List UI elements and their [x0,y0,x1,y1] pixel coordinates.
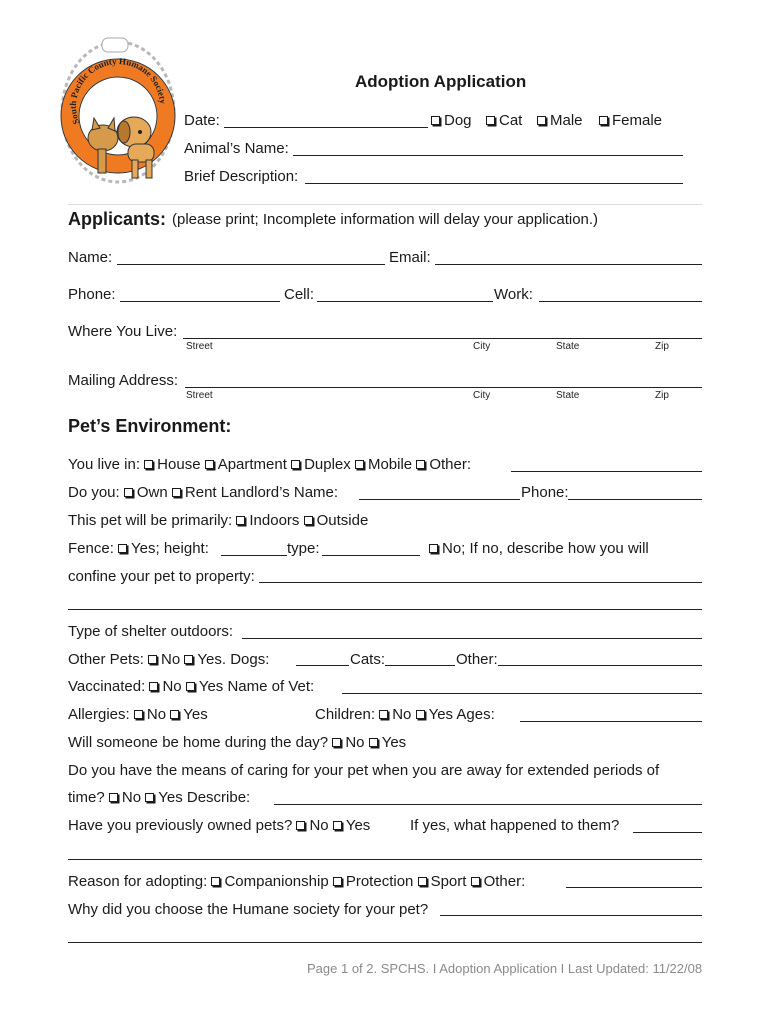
home-no-label: No [345,734,365,751]
apartment-checkbox[interactable] [205,460,214,469]
other-pets-row [68,651,269,669]
indoors-label: Indoors [249,512,300,529]
zip-caption: Zip [655,390,669,401]
other-pets-label: Other Pets: [68,651,144,668]
home-no-checkbox[interactable] [332,738,341,747]
mailing-address-field[interactable] [185,387,702,388]
male-label: Male [550,112,583,129]
section-divider [68,204,702,205]
describe-label: Describe: [186,789,251,806]
vaccinated-label: Vaccinated: [68,678,146,695]
fence-if-no-text: If no, describe how you will [469,540,649,557]
rent-checkbox[interactable] [172,488,181,497]
vaccinated-yes-checkbox[interactable] [186,682,195,691]
protection-label: Protection [345,873,414,890]
street-caption: Street [186,390,213,401]
owned-no-label: No [309,817,329,834]
applicants-heading: Applicants: [68,209,167,229]
ages-field[interactable] [520,721,702,722]
cats-label: Cats: [350,651,386,668]
state-caption: State [556,390,580,401]
other-pets-yes-label: Yes. [197,651,227,668]
brief-description-label: Brief Description: [184,168,299,185]
time-row [68,789,250,807]
companionship-checkbox[interactable] [211,877,220,886]
other-residence-label: Other: [429,456,471,473]
where-you-live-label: Where You Live: [68,323,178,340]
pets-environment-heading: Pet’s Environment: [68,416,232,436]
vet-name-label: Name of Vet: [227,678,315,695]
outside-label: Outside [316,512,369,529]
children-no-label: No [392,706,412,723]
owned-no-checkbox[interactable] [296,821,305,830]
city-caption: City [473,390,491,401]
indoors-checkbox[interactable] [236,516,245,525]
vet-name-field[interactable] [342,693,702,694]
svg-text:South Pacific County Humane So: South Pacific County Humane Society [67,56,168,126]
dog-option[interactable] [431,112,472,130]
mobile-checkbox[interactable] [355,460,364,469]
dogs-label: Dogs: [230,651,270,668]
name-field[interactable] [117,264,385,265]
sport-checkbox[interactable] [418,877,427,886]
vaccinated-no-checkbox[interactable] [149,682,158,691]
brief-description-field[interactable] [305,183,683,184]
animal-name-field[interactable] [293,155,683,156]
companionship-label: Companionship [224,873,329,890]
owned-yes-label: Yes [345,817,371,834]
house-label: House [157,456,201,473]
date-label: Date: [184,112,220,129]
you-live-in-label: You live in: [68,456,140,473]
other-pets-no-label: No [161,651,181,668]
own-checkbox[interactable] [124,488,133,497]
date-field[interactable] [224,127,428,128]
confine-field[interactable] [259,582,702,583]
other-residence-checkbox[interactable] [416,460,425,469]
reason-other-checkbox[interactable] [471,877,480,886]
time-yes-label: Yes [158,789,183,806]
landlord-phone-label: Phone: [521,484,569,501]
dog-label: Dog [444,112,472,129]
shelter-label: Type of shelter outdoors: [68,623,234,640]
time-label: time? [68,789,105,806]
fence-no-group [429,540,649,558]
state-caption: State [556,341,580,352]
city-caption: City [473,341,491,352]
if-yes-field[interactable] [633,832,702,833]
you-live-in-row [68,456,471,474]
street-caption: Street [186,341,213,352]
house-checkbox[interactable] [144,460,153,469]
owned-yes-checkbox[interactable] [333,821,342,830]
female-label: Female [612,112,663,129]
children-label: Children: [315,706,376,723]
time-no-checkbox[interactable] [109,793,118,802]
why-humane-society-field[interactable] [440,915,702,916]
vaccinated-no-label: No [162,678,182,695]
fence-yes-label: Yes; [131,540,160,557]
work-field[interactable] [539,301,702,302]
children-yes-label: Yes [428,706,454,723]
cell-field[interactable] [317,301,493,302]
vaccinated-row [68,678,314,696]
page-title: Adoption Application [355,72,527,91]
fence-height-label: height: [163,540,209,557]
fence-no-label: No; [442,540,466,557]
phone-label: Phone: [68,286,116,303]
rent-label: Rent [184,484,217,501]
primarily-label: This pet will be primarily: [68,512,233,529]
name-label: Name: [68,249,113,266]
ages-label: Ages: [456,706,495,723]
email-field[interactable] [435,264,702,265]
reason-other-field[interactable] [566,887,702,888]
email-label: Email: [389,249,431,266]
fence-type-field[interactable] [322,555,420,556]
children-no-checkbox[interactable] [379,710,388,719]
female-option[interactable] [599,112,662,130]
previously-owned-row [68,817,370,835]
mailing-address-label: Mailing Address: [68,372,179,389]
landlord-name-field[interactable] [359,499,520,500]
fence-height-field[interactable] [221,555,287,556]
confine-extra-line[interactable] [68,609,702,610]
cat-label: Cat [499,112,523,129]
previously-owned-label: Have you previously owned pets? [68,817,293,834]
why-humane-society-label: Why did you choose the Humane society for your pet? [68,901,429,918]
home-yes-label: Yes [381,734,407,751]
duplex-checkbox[interactable] [291,460,300,469]
other-pets-yes-checkbox[interactable] [184,655,193,664]
allergies-yes-checkbox[interactable] [170,710,179,719]
time-yes-checkbox[interactable] [145,793,154,802]
outside-checkbox[interactable] [304,516,313,525]
vaccinated-yes-label: Yes [198,678,224,695]
humane-society-logo [58,36,178,188]
work-label: Work: [494,286,533,303]
duplex-label: Duplex [304,456,351,473]
dogs-field[interactable] [296,665,349,666]
protection-checkbox[interactable] [333,877,342,886]
mobile-label: Mobile [367,456,413,473]
fence-label: Fence: [68,540,114,557]
cats-field[interactable] [385,665,455,666]
fence-yes-checkbox[interactable] [118,544,127,553]
time-no-label: No [121,789,142,806]
fence-no-checkbox[interactable] [429,544,438,553]
do-you-label: Do you: [68,484,120,501]
shelter-field[interactable] [242,638,702,639]
dog-checkbox[interactable] [431,116,440,125]
where-you-live-field[interactable] [183,338,702,339]
cat-checkbox[interactable] [486,116,495,125]
other-pets-no-checkbox[interactable] [148,655,157,664]
animal-name-label: Animal’s Name: [184,140,289,157]
other-pets-other-label: Other: [456,651,498,668]
means-question: Do you have the means of caring for your pet when you are away for extended periods of [68,762,660,779]
describe-field[interactable] [274,804,702,805]
reason-row [68,873,525,891]
applicants-note: (please print; Incomplete information will delay your application.) [172,211,599,228]
allergies-no-checkbox[interactable] [134,710,143,719]
other-pets-other-field[interactable] [498,665,702,666]
allergies-label: Allergies: [68,706,130,723]
cat-option[interactable] [486,112,522,130]
zip-caption: Zip [655,341,669,352]
do-you-row [68,484,338,502]
male-option[interactable] [537,112,583,130]
cell-label: Cell: [284,286,315,303]
landlord-name-label: Landlord’s Name: [220,484,339,501]
fence-row [68,540,209,558]
reason-other-label: Other: [483,873,526,890]
apartment-label: Apartment [217,456,287,473]
children-yes-checkbox[interactable] [416,710,425,719]
male-checkbox[interactable] [537,116,546,125]
home-during-day-label: Will someone be home during the day? [68,734,329,751]
sport-label: Sport [430,873,467,890]
page-footer: Page 1 of 2. SPCHS. I Adoption Application I Last Updated: 11/22/08 [307,961,703,976]
why-extra-line[interactable] [68,942,702,943]
if-yes-extra-line[interactable] [68,859,702,860]
landlord-phone-field[interactable] [568,499,702,500]
fence-type-label: type: [287,540,320,557]
own-label: Own [136,484,168,501]
allergies-row [68,706,208,724]
allergies-yes-label: Yes [183,706,208,723]
confine-label: confine your pet to property: [68,568,255,585]
allergies-no-label: No [146,706,167,723]
home-yes-checkbox[interactable] [369,738,378,747]
primarily-row [68,512,368,530]
reason-label: Reason for adopting: [68,873,208,890]
phone-field[interactable] [120,301,280,302]
home-during-day-row [68,734,406,752]
children-row [315,706,495,724]
if-yes-label: If yes, what happened to them? [410,817,620,834]
female-checkbox[interactable] [599,116,608,125]
other-residence-field[interactable] [511,471,702,472]
